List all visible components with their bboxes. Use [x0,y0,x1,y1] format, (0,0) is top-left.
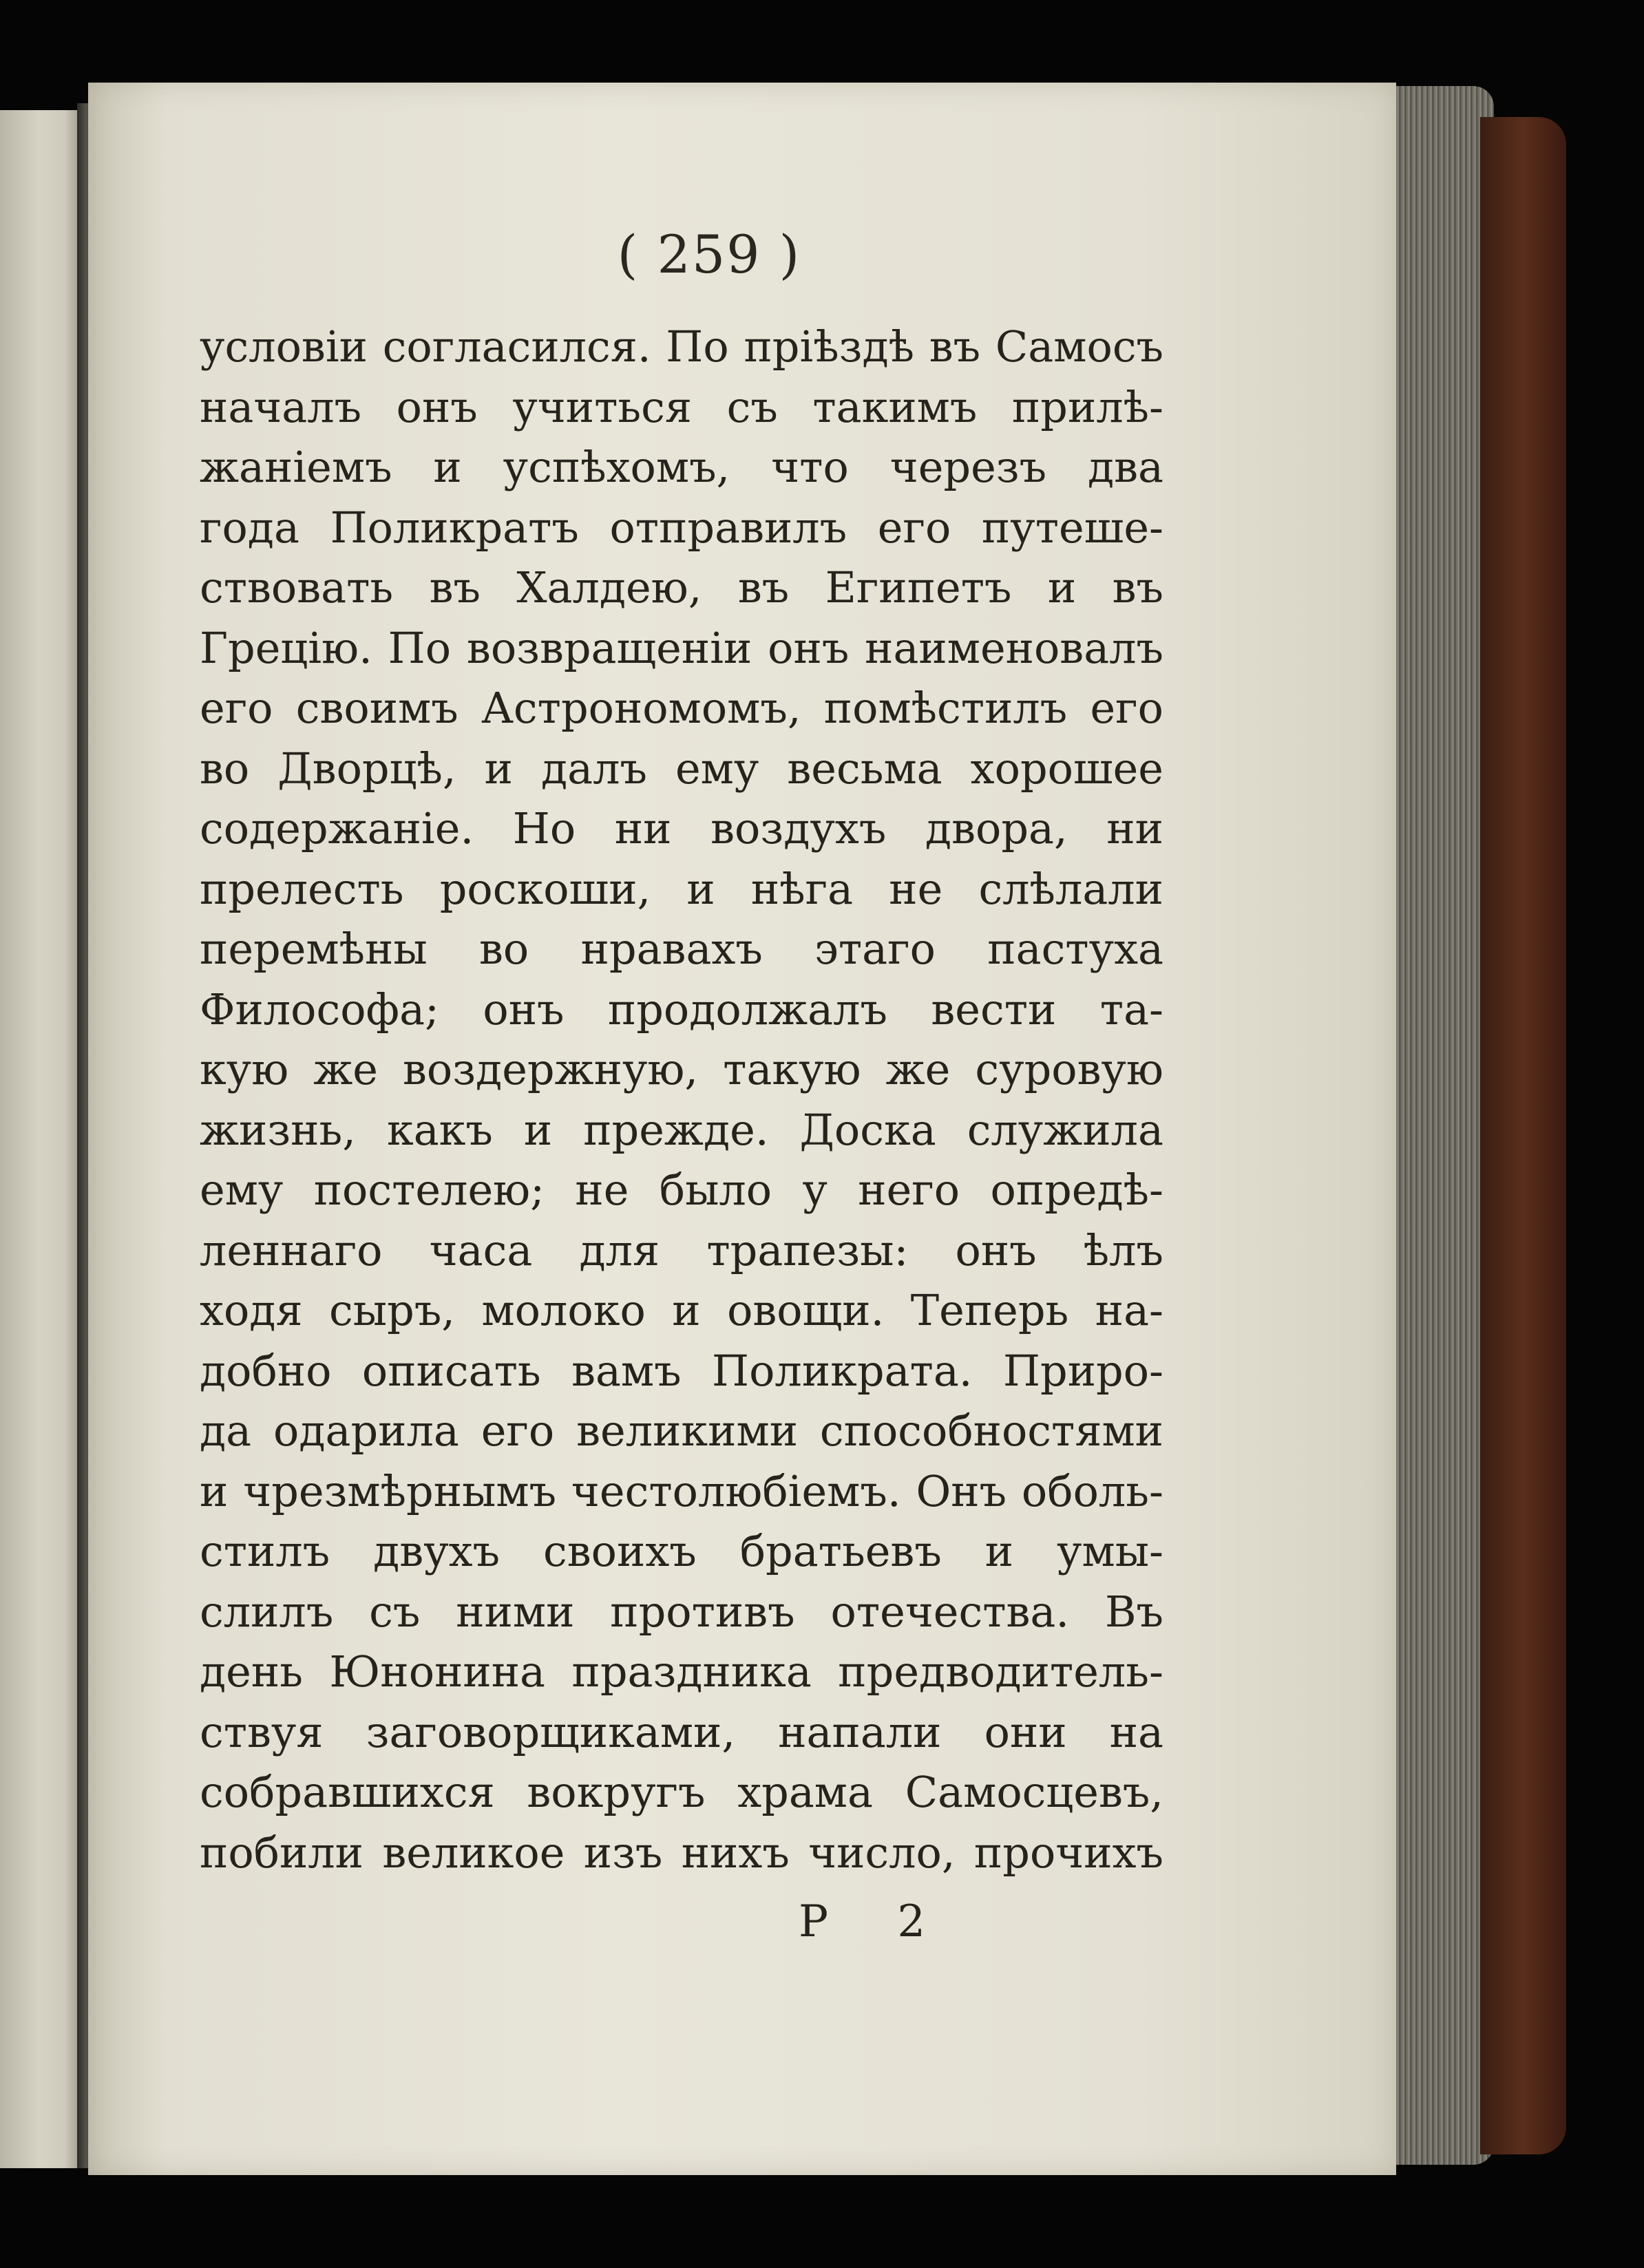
text-line: и чрезмѣрнымъ честолюбіемъ. Онъ оболь- [200,1465,1163,1516]
text-line: Грецію. По возвращеніи онъ наименовалъ [200,622,1163,673]
text-line: перемѣны во нравахъ этаго пастуха [200,924,1163,974]
text-line: ему постелею; не было у него опредѣ- [200,1165,1163,1215]
text-line: ствуя заговорщиками, напали они на [200,1706,1163,1757]
text-line: условіи согласился. По пріѣздѣ въ Самосъ [200,321,1163,372]
text-line: стилъ двухъ своихъ братьевъ и умы- [200,1526,1163,1576]
page-number: ( 259 ) [617,224,801,285]
text-line: слилъ съ ними противъ отечества. Въ [200,1586,1163,1637]
book-cover-edge [1480,117,1566,2154]
text-line: содержаніе. Но ни воздухъ двора, ни [200,803,1163,854]
text-line: кую же воздержную, такую же суровую [200,1044,1163,1094]
text-line: года Поликратъ отправилъ его путеше- [200,502,1163,553]
signature-mark: Р 2 [799,1896,953,1947]
text-line: да одарила его великими способностями [200,1406,1163,1456]
text-line: добно описать вамъ Поликрата. Приро- [200,1345,1163,1396]
text-line: жизнь, какъ и прежде. Доска служила [200,1104,1163,1155]
text-line: жаніемъ и успѣхомъ, что черезъ два [200,442,1163,492]
text-line: собравшихся вокругъ храма Самосцевъ, [200,1767,1163,1817]
text-line: ходя сыръ, молоко и овощи. Теперь на- [200,1285,1163,1335]
text-line: его своимъ Астрономомъ, помѣстилъ его [200,683,1163,733]
text-line: побили великое изъ нихъ число, прочихъ [200,1827,1163,1878]
text-line: ствовать въ Халдею, въ Египетъ и въ [200,562,1163,613]
text-line: день Юнонина праздника предводитель- [200,1646,1163,1697]
text-line: во Дворцѣ, и далъ ему весьма хорошее [200,743,1163,794]
page-block-edges [1391,86,1494,2165]
text-line: Философа; онъ продолжалъ вести та- [200,984,1163,1035]
body-text [200,317,1163,1883]
text-line: леннаго часа для трапезы: онъ ѣлъ [200,1225,1163,1275]
text-line: прелесть роскоши, и нѣга не слѣлали [200,863,1163,914]
text-line: началъ онъ учиться съ такимъ прилѣ- [200,381,1163,432]
facing-page-edge [0,110,86,2168]
